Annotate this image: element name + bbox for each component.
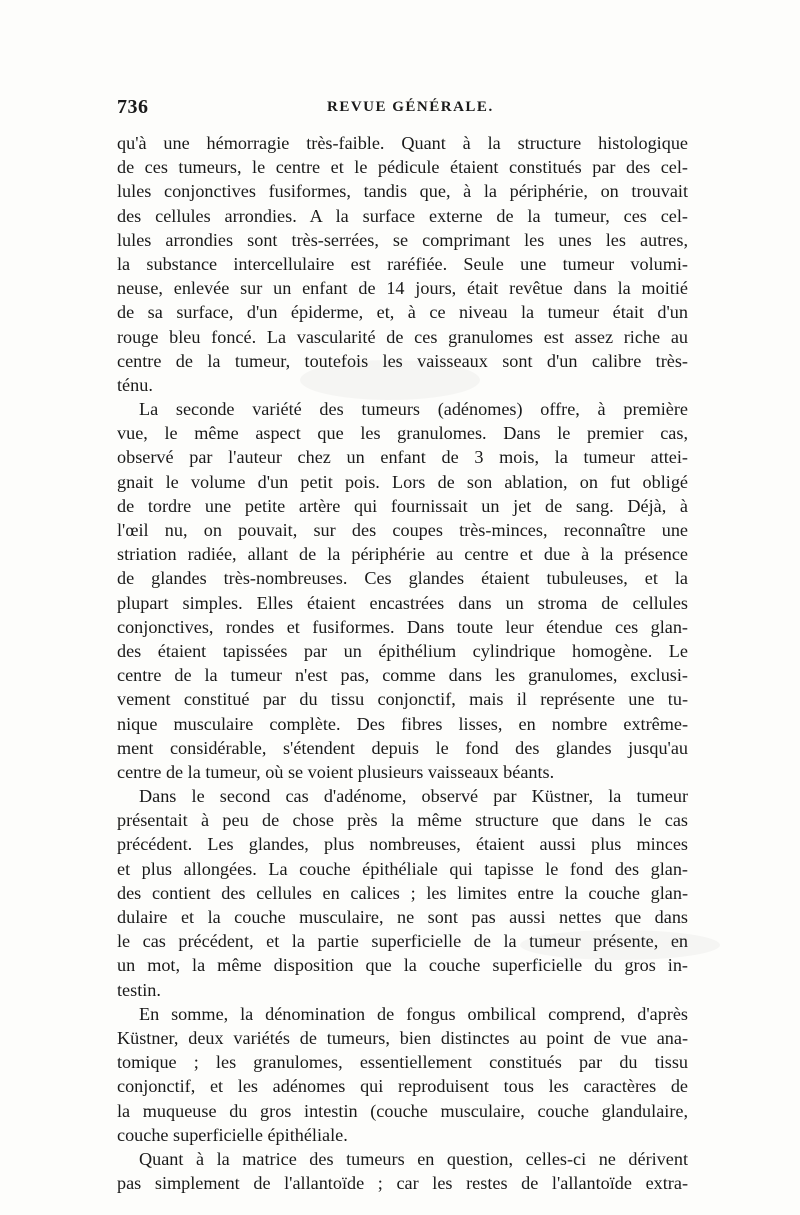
text-line: un mot, la même disposition que la couche superficielle du gros in- [117,955,688,976]
text-line: pas simplement de l'allantoïde ; car les restes de l'allantoïde extra- [117,1173,688,1194]
text-line: tomique ; les granulomes, essentiellement constitués par du tissu [117,1052,688,1073]
text-line: et plus allongées. La couche épithéliale qui tapisse le fond des glan- [117,858,688,879]
text-line: couche superficielle épithéliale. [117,1124,348,1145]
text-line: Dans le second cas d'adénome, observé par Küstner, la tumeur [139,786,688,807]
text-line: testin. [117,979,161,1000]
text-line: conjonctives, rondes et fusiformes. Dans toute leur étendue ces glan- [117,616,688,637]
text-line: dulaire et la couche musculaire, ne sont pas aussi nettes que dans [117,907,688,927]
text-line: des cellules arrondies. A la surface externe de la tumeur, ces cel- [117,205,688,226]
text-line: précédent. Les glandes, plus nombreuses, étaient aussi plus minces [117,834,688,855]
text-line: vue, le même aspect que les granulomes. Dans le premier cas, [117,423,688,444]
text-line: lules conjonctives fusiformes, tandis que, à la périphérie, on trouvait [117,181,688,202]
text-line: vement constitué par du tissu conjonctif, mais il représente une tu- [117,689,688,710]
text-line: Quant à la matrice des tumeurs en question, celles-ci ne dérivent [139,1148,688,1169]
text-line: le cas précédent, et la partie superficielle de la tumeur présente, en [117,931,688,952]
text-line: la muqueuse du gros intestin (couche musculaire, couche glandulaire, [117,1100,688,1121]
running-head: REVUE GÉNÉRALE. [327,99,494,115]
text-line: des contient des cellules en calices ; les limites entre la couche glan- [117,882,688,903]
text-line: l'œil nu, on pouvait, sur des coupes très-minces, reconnaître une [117,520,688,540]
text-line: plupart simples. Elles étaient encastrées dans un stroma de cellules [117,592,688,613]
text-line: striation radiée, allant de la périphérie au centre et due à la présence [117,544,688,565]
text-line: la substance intercellulaire est raréfiée. Seule une tumeur volumi- [117,253,688,274]
text-line: de glandes très-nombreuses. Ces glandes étaient tubuleuses, et la [117,568,688,589]
text-line: de sa surface, d'un épiderme, et, à ce niveau la tumeur était d'un [117,302,688,323]
text-line: En somme, la dénomination de fongus ombilical comprend, d'après [139,1003,688,1024]
text-line: observé par l'auteur chez un enfant de 3 mois, la tumeur attei- [117,447,688,468]
text-line: La seconde variété des tumeurs (adénomes) offre, à première [139,399,688,420]
text-line: nique musculaire complète. Des fibres lisses, en nombre extrême- [117,713,688,734]
text-line: présentait à peu de chose près la même structure que dans le cas [117,810,688,831]
text-line: conjonctif, et les adénomes qui reproduisent tous les caractères de [117,1076,688,1097]
text-line: ténu. [117,374,153,395]
text-line: lules arrondies sont très-serrées, se comprimant les unes les autres, [117,229,688,250]
page-header [117,96,697,124]
page-number: 736 [117,96,149,118]
text-line: centre de la tumeur n'est pas, comme dans les granulomes, exclusi- [117,665,688,686]
text-line: de tordre une petite artère qui fournissait un jet de sang. Déjà, à [117,495,688,516]
text-line: centre de la tumeur, où se voient plusieurs vaisseaux béants. [117,761,555,782]
text-line: des étaient tapissées par un épithélium cylindrique homogène. Le [117,640,688,661]
text-line: rouge bleu foncé. La vascularité de ces granulomes est assez riche au [117,326,688,347]
text-line: qu'à une hémorragie très-faible. Quant à la structure histologique [117,133,688,153]
text-line: Küstner, deux variétés de tumeurs, bien distinctes au point de vue ana- [117,1027,688,1048]
body-text [117,131,688,1195]
text-line: de ces tumeurs, le centre et le pédicule étaient constitués par des cel- [117,157,688,178]
text-line: ment considérable, s'étendent depuis le fond des glandes jusqu'au [117,737,688,758]
text-line: neuse, enlevée sur un enfant de 14 jours, était revêtue dans la moitié [117,278,688,299]
text-line: gnait le volume d'un petit pois. Lors de son ablation, on fut obligé [117,471,688,492]
text-line: centre de la tumeur, toutefois les vaisseaux sont d'un calibre très- [117,350,688,371]
